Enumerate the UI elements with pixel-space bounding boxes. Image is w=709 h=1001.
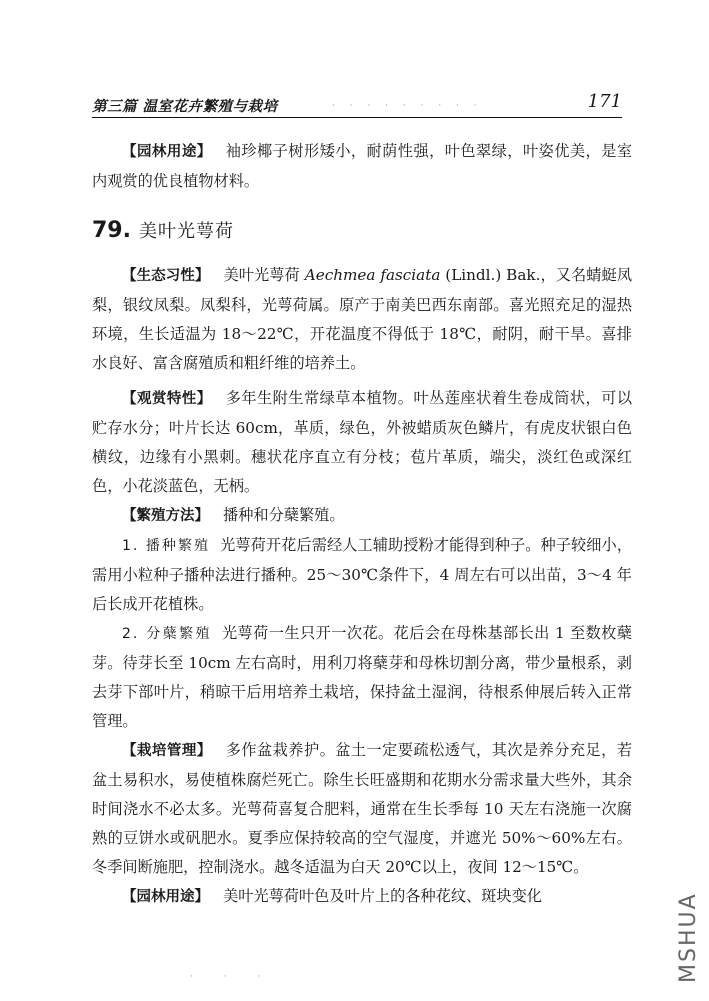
page-number: 171 xyxy=(587,91,622,112)
landscape-use-text: 美叶光萼荷叶色及叶片上的各种花纹、斑块变化 xyxy=(223,887,542,905)
division-propagation-paragraph xyxy=(92,619,632,736)
landscape-use-paragraph xyxy=(92,882,632,912)
cultivation-paragraph xyxy=(92,736,632,882)
scan-specks: · · · · · · · · · xyxy=(332,101,483,111)
cultivation-text: 多作盆栽养护。盆土一定要疏松透气，其次是养分充足，若盆土易积水，易使植株腐烂死亡。除生长旺盛期和花期水分需求量大些外，其余时间浇水不必太多。光萼荷喜复合肥料，通常在生长季每 10 天左右浇施一次腐熟的豆饼水或矾肥水。夏季应保持较高的空气湿度，并遮光 50%～60%左右。冬季间断施肥，控制浇水。越冬适温为白天 20℃以上，夜间 12～15℃。 xyxy=(92,741,633,876)
prev-use-paragraph xyxy=(92,137,632,196)
seed-propagation-paragraph xyxy=(92,531,632,619)
page-body xyxy=(92,137,632,912)
seed-propagation-label: 1. 播种繁殖 xyxy=(122,538,211,554)
ornamental-tag: 【观赏特性】 xyxy=(122,391,212,407)
cultivation-tag: 【栽培管理】 xyxy=(122,743,212,759)
latin-name: Aechmea fasciata xyxy=(304,266,441,284)
section-title: 美叶光萼荷 xyxy=(138,221,234,242)
page-header xyxy=(92,91,622,118)
scan-specks-bottom: · · · xyxy=(190,972,275,982)
seed-propagation-text: 光萼荷开花后需经人工辅助授粉才能得到种子。种子较细小，需用小粒种子播种法进行播种。25～30℃条件下，4 周左右可以出苗，3～4 年后长成开花植株。 xyxy=(92,536,633,613)
ornamental-paragraph xyxy=(92,384,632,501)
running-head: 第三篇 温室花卉繁殖与栽培 xyxy=(92,99,278,115)
section-number: 79. xyxy=(92,218,131,243)
prev-use-tag: 【园林用途】 xyxy=(122,144,212,160)
division-propagation-text: 光萼荷一生只开一次花。花后会在母株基部长出 1 至数枚蘖芽。待芽长至 10cm 左右高时，用利刀将蘖芽和母株切割分离，带少量根系，剥去芽下部叶片，稍晾干后用培养土栽培，保持盆土湿润，待根系伸展后转入正常管理。 xyxy=(92,624,632,730)
watermark: MSHUA xyxy=(676,892,701,983)
prev-use-text: 袖珍椰子树形矮小，耐荫性强，叶色翠绿，叶姿优美，是室内观赏的优良植物材料。 xyxy=(92,142,633,190)
division-propagation-label: 2. 分蘖繁殖 xyxy=(122,626,212,642)
section-heading xyxy=(92,213,632,247)
ornamental-text: 多年生附生常绿草本植物。叶丛莲座状着生卷成筒状，可以贮存水分；叶片长达 60cm，革质，绿色，外被蜡质灰色鳞片，有虎皮状银白色横纹，边缘有小黑刺。穗状花序直立有分枝；苞片革质，端尖，淡红色或深红色，小花淡蓝色，无柄。 xyxy=(92,389,633,495)
ecology-paragraph xyxy=(92,261,632,378)
ecology-text-rest: (Lindl.) Bak.，又名蜻蜓凤梨，银纹凤梨。凤梨科，光萼荷属。原产于南美巴西东南部。喜光照充足的湿热环境，生长适温为 18～22℃，开花温度不得低于 18℃，耐阴，耐干旱。喜排水良好、富含腐殖质和粗纤维的培养土。 xyxy=(92,266,633,372)
landscape-use-tag: 【园林用途】 xyxy=(122,889,209,905)
ecology-text-start: 美叶光萼荷 xyxy=(223,266,305,284)
propagation-tag: 【繁殖方法】 xyxy=(122,508,209,524)
propagation-paragraph xyxy=(92,501,632,531)
propagation-text: 播种和分蘖繁殖。 xyxy=(223,506,345,524)
ecology-tag: 【生态习性】 xyxy=(122,268,210,284)
